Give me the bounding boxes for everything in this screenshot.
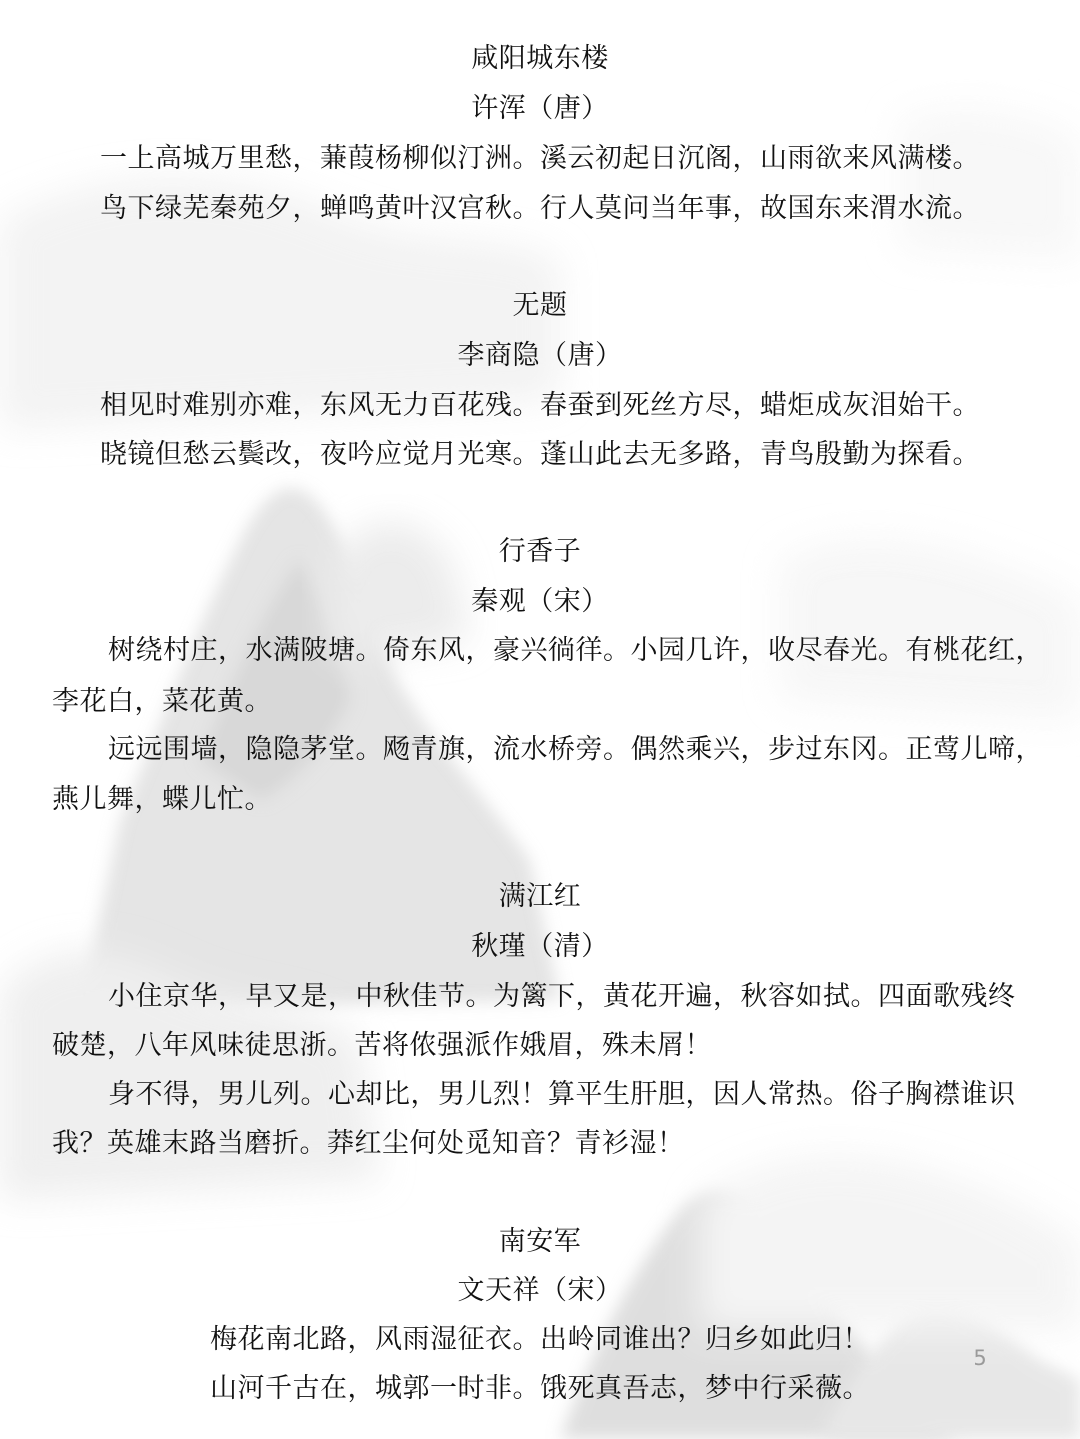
poem-line: 晓镜但愁云鬓改，夜吟应觉月光寒。蓬山此去无多路，青鸟殷勤为探看。 [100, 439, 980, 470]
poem-title: 南安军 [498, 1226, 582, 1257]
poem-line: 相见时难别亦难，东风无力百花残。春蚕到死丝方尽，蜡炬成灰泪始干。 [100, 390, 980, 421]
poem-title: 咸阳城东楼 [471, 43, 609, 74]
poem-line: 山河千古在，城郭一时非。饿死真吾志，梦中行采薇。 [210, 1373, 870, 1404]
poem-author: 许浑（唐） [471, 93, 609, 124]
poem-author: 秋瑾（清） [471, 931, 609, 962]
poem-author: 李商隐（唐） [457, 340, 623, 371]
poem-line: 身不得，男儿列。心却比，男儿烈！算平生肝胆，因人常热。俗子胸襟谁识 [108, 1079, 1016, 1110]
poem-line: 小住京华，早又是，中秋佳节。为篱下，黄花开遍，秋容如拭。四面歌残终 [108, 981, 1016, 1012]
page-number: 5 [973, 1346, 987, 1370]
poem-title: 满江红 [498, 881, 582, 912]
poem-line: 李花白，菜花黄。 [52, 686, 272, 717]
poem-line: 梅花南北路，风雨湿征衣。出岭同谁出？归乡如此归！ [210, 1324, 870, 1355]
poem-line: 鸟下绿芜秦苑夕，蝉鸣黄叶汉宫秋。行人莫问当年事，故国东来渭水流。 [100, 193, 980, 224]
poem-line: 远远围墙，隐隐茅堂。飏青旗，流水桥旁。偶然乘兴，步过东冈。正莺儿啼， [108, 734, 1043, 765]
poem-author: 文天祥（宋） [457, 1275, 623, 1306]
poem-title: 无题 [512, 290, 568, 321]
poem-author: 秦观（宋） [471, 586, 609, 617]
poem-title: 行香子 [498, 536, 582, 567]
poem-line: 燕儿舞，蝶儿忙。 [52, 784, 272, 815]
poem-line: 一上高城万里愁，蒹葭杨柳似汀洲。溪云初起日沉阁，山雨欲来风满楼。 [100, 143, 980, 174]
poem-line: 树绕村庄，水满陂塘。倚东风，豪兴徜徉。小园几许，收尽春光。有桃花红， [108, 635, 1043, 666]
poem-line: 我？英雄末路当磨折。莽红尘何处觅知音？青衫湿！ [52, 1128, 685, 1159]
poem-line: 破楚，八年风味徒思浙。苦将侬强派作娥眉，殊未屑！ [52, 1030, 712, 1061]
